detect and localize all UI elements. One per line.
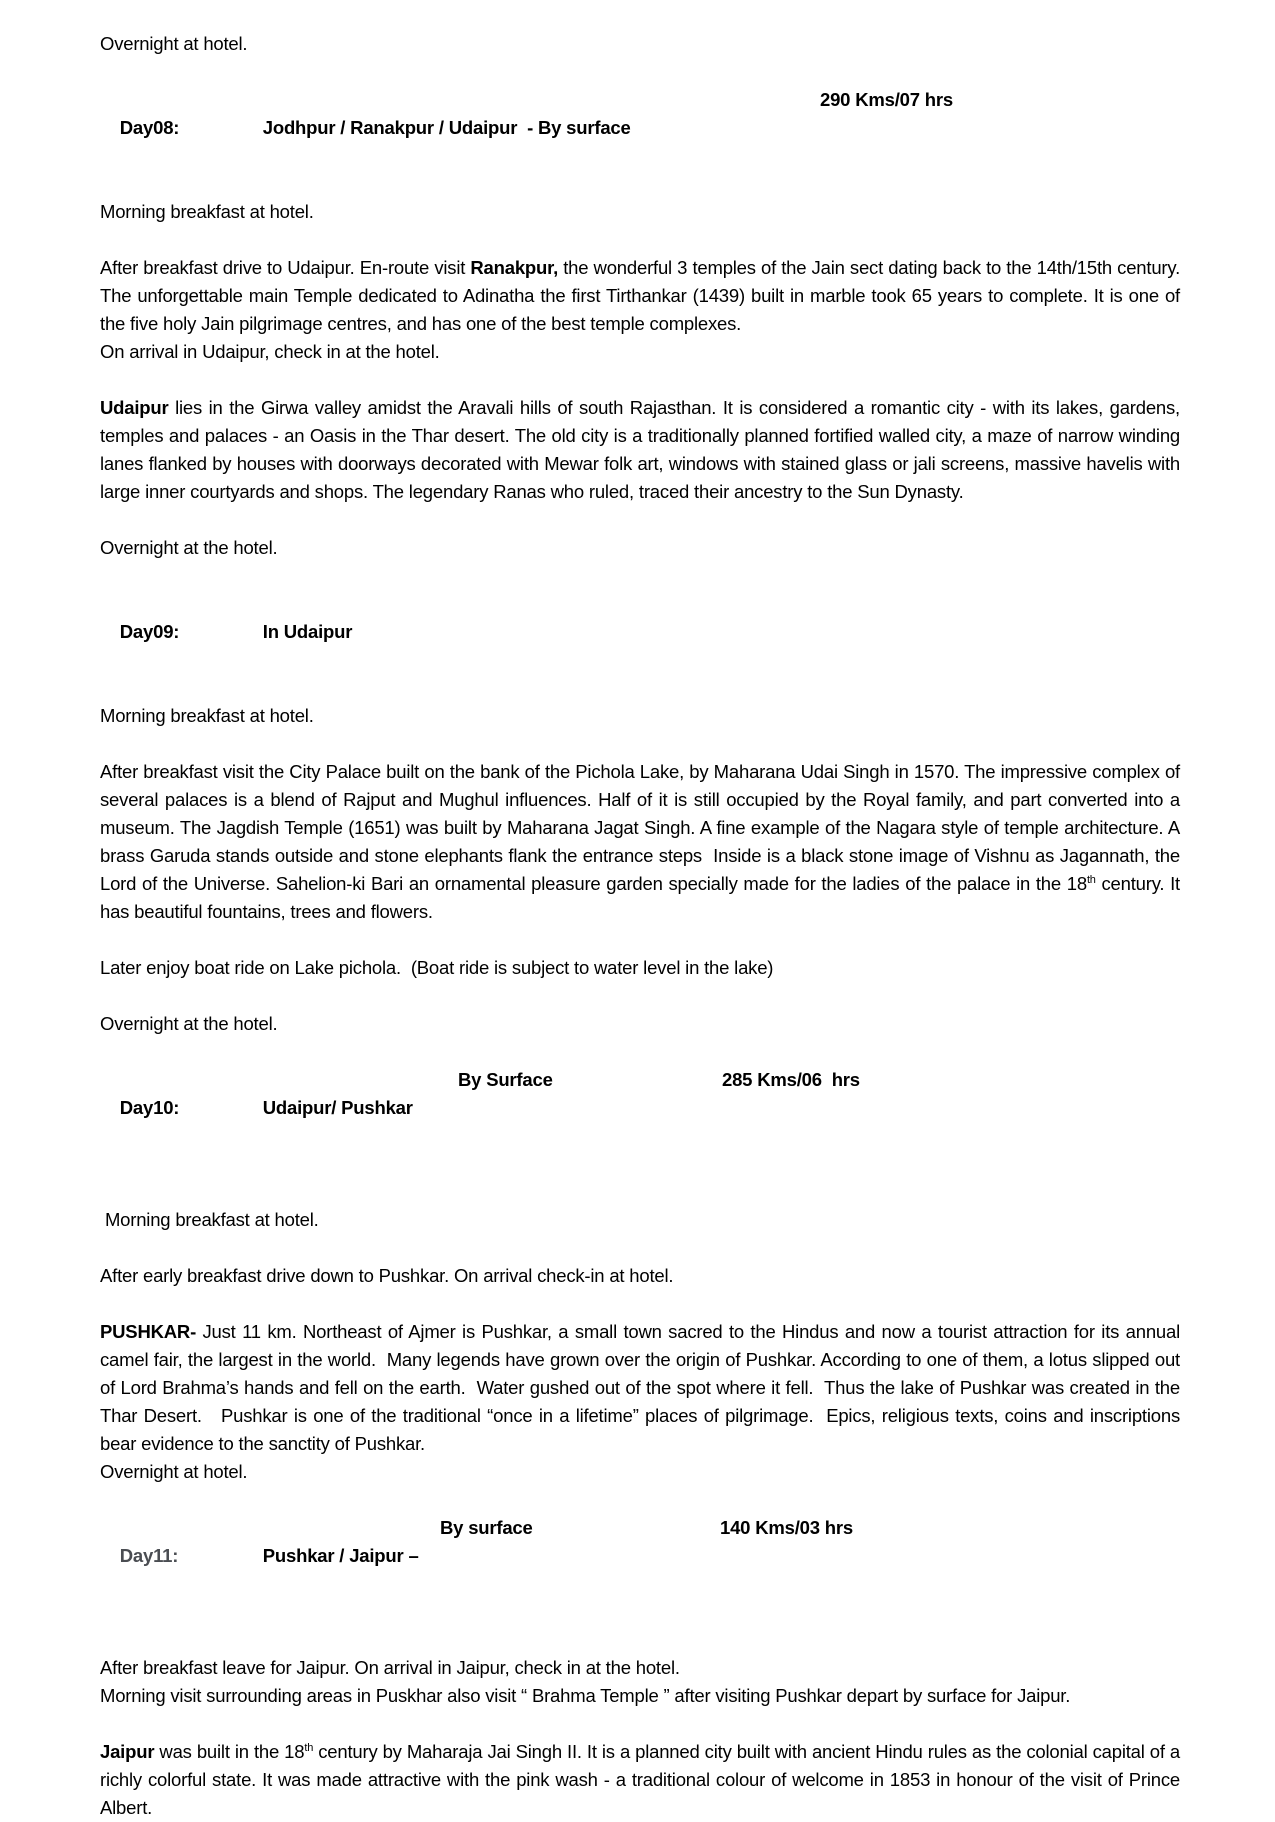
- day09-breakfast: Morning breakfast at hotel.: [100, 705, 314, 726]
- paragraph-arrival-udaipur: On arrival in Udaipur, check in at the hotel.: [100, 341, 440, 362]
- day11-route: Pushkar / Jaipur –: [262, 1545, 419, 1566]
- heading-day08: [100, 86, 1180, 198]
- superscript-th: th: [1086, 873, 1096, 886]
- heading-day09: [100, 590, 1180, 674]
- blank-line: [100, 58, 1180, 86]
- paragraph-jaipur: [100, 1738, 1185, 1822]
- paragraph-jaipur-arrival: After breakfast leave for Jaipur. On arrival in Jaipur, check in at the hotel.: [100, 1657, 680, 1678]
- day08-distance: 290 Kms/07 hrs: [820, 89, 953, 110]
- day10-breakfast: Morning breakfast at hotel.: [100, 1209, 319, 1230]
- blank-line: [100, 506, 1180, 534]
- blank-line: [100, 366, 1180, 394]
- text-run: century. It has beautiful fountains, trees and flowers.: [100, 873, 1185, 922]
- text-run: After breakfast visit the City Palace built on the bank of the Pichola Lake, by Maharana Udai Singh in 1570. The impressive complex of several palaces is a blend of Rajput and Mughul influences. Half of it is still occupied by the Royal family, and part converted into a museum. The Jagdish Temple (1651) was built by Maharana Jagat Singh. A fine example of the Nagara style of temple architecture. A brass Garuda stands outside and stone elephants flank the entrance steps Inside is a black stone image of Vishnu as Jagannath, the Lord of the Universe. Sahelion-ki Bari an ornamental pleasure garden specially made for the ladies of the palace in the 18: [100, 761, 1185, 894]
- blank-line: [100, 1038, 1180, 1066]
- day09-label: Day09:: [119, 621, 180, 642]
- day08-breakfast: Morning breakfast at hotel.: [100, 201, 314, 222]
- day11-label: Day11:: [119, 1545, 179, 1566]
- text-run: Just 11 km. Northeast of Ajmer is Pushkar, a small town sacred to the Hindus and now a tourist attraction for its annual camel fair, the largest in the world. Many legends have grown over the origin of Pushkar. According to one of them, a lotus slipped out of Lord Brahma’s hands and fell on the earth. Water gushed out of the spot where it fell. Thus the lake of Pushkar was created in the Thar Desert. Pushkar is one of the traditional “once in a lifetime” places of pilgrimage. Epics, religious texts, coins and inscriptions bear evidence to the sanctity of Pushkar.: [100, 1321, 1185, 1454]
- day08-label: Day08:: [119, 117, 180, 138]
- bold-run-pushkar: PUSHKAR-: [100, 1321, 197, 1342]
- day10-transport: By Surface: [458, 1069, 553, 1090]
- heading-day11: [100, 1514, 1180, 1654]
- paragraph-overnight-hotel-1: Overnight at hotel.: [100, 33, 248, 54]
- day09-route: In Udaipur: [262, 621, 353, 642]
- paragraph-ranakpur: [100, 254, 1185, 338]
- blank-line: [100, 982, 1180, 1010]
- day11-distance: 140 Kms/03 hrs: [720, 1517, 853, 1538]
- bold-run-udaipur: Udaipur: [100, 397, 169, 418]
- paragraph-drive-pushkar: After early breakfast drive down to Pushkar. On arrival check-in at hotel.: [100, 1265, 674, 1286]
- heading-day10: [100, 1066, 1180, 1206]
- text-run: was built in the 18: [154, 1741, 305, 1762]
- text-run: After breakfast drive to Udaipur. En-route visit: [100, 257, 471, 278]
- blank-line: [100, 1710, 1180, 1738]
- paragraph-city-palace: [100, 758, 1185, 926]
- paragraph-boat-ride: Later enjoy boat ride on Lake pichola. (Boat ride is subject to water level in the lake): [100, 957, 774, 978]
- blank-line: [100, 226, 1180, 254]
- blank-line: [100, 730, 1180, 758]
- blank-line: [100, 1486, 1180, 1514]
- day10-route: Udaipur/ Pushkar: [262, 1097, 413, 1118]
- blank-line: [100, 1290, 1180, 1318]
- paragraph-udaipur: [100, 394, 1185, 506]
- day10-label: Day10:: [119, 1097, 180, 1118]
- blank-line: [100, 674, 1180, 702]
- blank-line: [100, 1234, 1180, 1262]
- paragraph-overnight-the-hotel-2: Overnight at the hotel.: [100, 1013, 278, 1034]
- paragraph-overnight-the-hotel-1: Overnight at the hotel.: [100, 537, 278, 558]
- text-run: the wonderful 3 temples of the Jain sect dating back to the 14th/15th century. The unforgettable main Temple dedicated to Adinatha the first Tirthankar (1439) built in marble took 65 years to complete. It is one of the five holy Jain pilgrimage centres, and has one of the best temple complexes.: [100, 257, 1185, 334]
- bold-run-jaipur: Jaipur: [100, 1741, 155, 1762]
- bold-run-ranakpur: Ranakpur,: [470, 257, 559, 278]
- day11-transport: By surface: [440, 1517, 533, 1538]
- blank-line: [100, 926, 1180, 954]
- text-run: lies in the Girwa valley amidst the Aravali hills of south Rajasthan. It is considered a romantic city - with its lakes, gardens, temples and palaces - an Oasis in the Thar desert. The old city is a traditionally planned fortified walled city, a maze of narrow winding lanes flanked by houses with doorways decorated with Mewar folk art, windows with stained glass or jali screens, massive havelis with large inner courtyards and shops. The legendary Ranas who ruled, traced their ancestry to the Sun Dynasty.: [100, 397, 1185, 502]
- paragraph-pushkar: [100, 1318, 1185, 1458]
- day10-distance: 285 Kms/06 hrs: [722, 1069, 860, 1090]
- text-run: century by Maharaja Jai Singh II. It is a planned city built with ancient Hindu rules as the colonial capital of a richly colorful state. It was made attractive with the pink wash - a traditional colour of welcome in 1853 in honour of the visit of Prince Albert.: [100, 1741, 1185, 1818]
- blank-line: [100, 562, 1180, 590]
- paragraph-brahma-temple: Morning visit surrounding areas in Puskhar also visit “ Brahma Temple ” after visiting Pushkar depart by surface for Jaipur.: [100, 1685, 1071, 1706]
- paragraph-overnight-hotel-2: Overnight at hotel.: [100, 1461, 248, 1482]
- day08-route: Jodhpur / Ranakpur / Udaipur - By surface: [262, 117, 631, 138]
- superscript-th: th: [304, 1741, 314, 1754]
